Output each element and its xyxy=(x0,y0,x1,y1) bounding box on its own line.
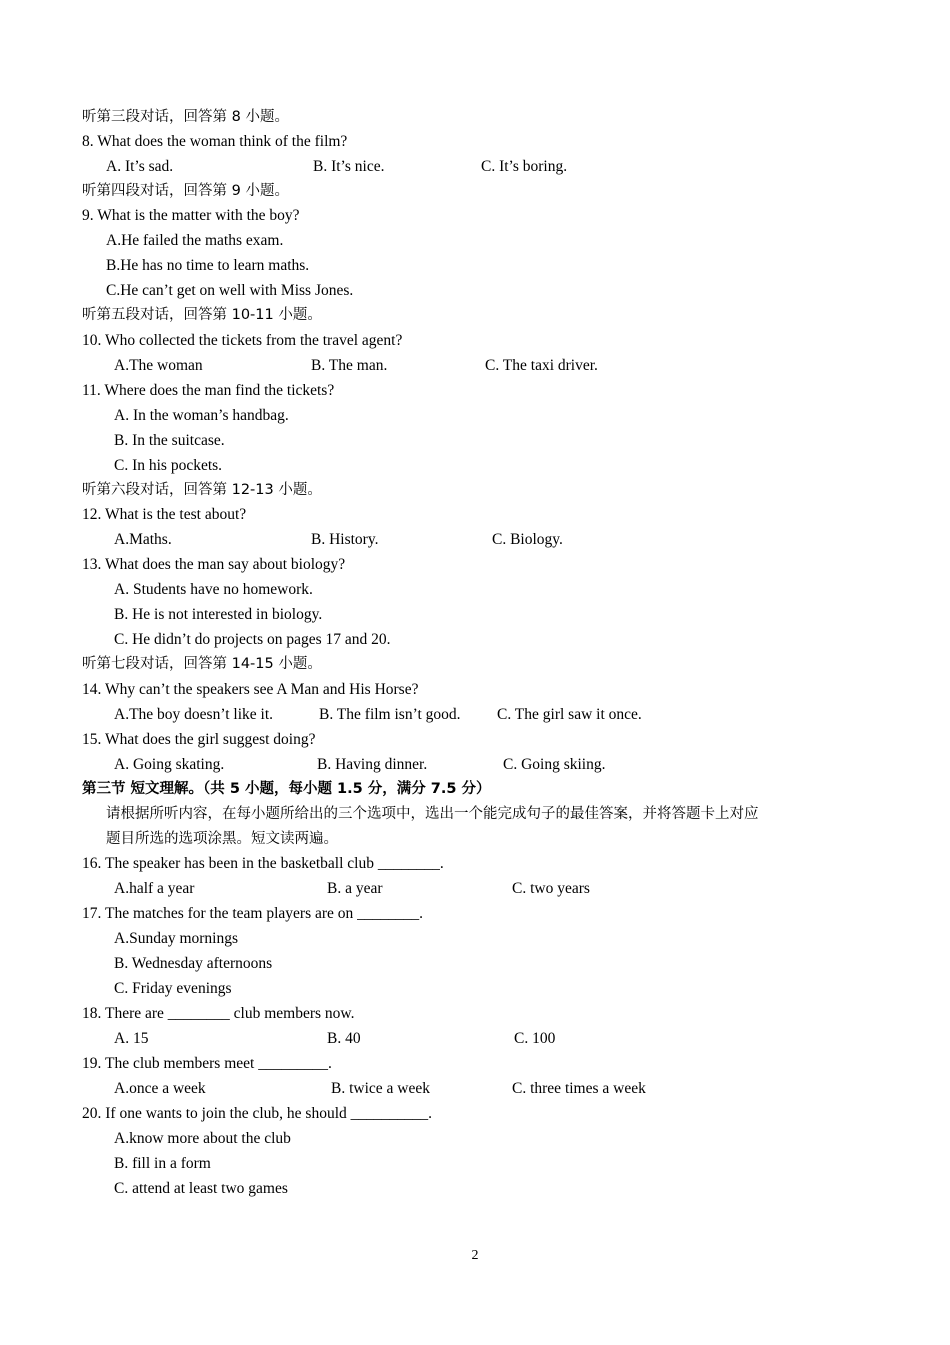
question-20: 20. If one wants to join the club, he should __________. xyxy=(82,1105,432,1122)
option-a: A. 15 xyxy=(114,1030,149,1047)
question-17: 17. The matches for the team players are on ________. xyxy=(82,905,424,922)
question-9-option-a: A.He failed the maths exam. xyxy=(106,232,284,249)
question-16: 16. The speaker has been in the basketball club ________. xyxy=(82,855,444,872)
question-8: 8. What does the woman think of the film? xyxy=(82,133,348,150)
dialogue-3-heading: 听第三段对话，回答第 8 小题。 xyxy=(82,109,289,125)
question-15: 15. What does the girl suggest doing? xyxy=(82,731,316,748)
question-17-option-a: A.Sunday mornings xyxy=(114,930,238,947)
question-17-option-b: B. Wednesday afternoons xyxy=(114,955,273,972)
dialogue-5-heading: 听第五段对话，回答第 10-11 小题。 xyxy=(82,307,322,323)
question-13-option-c: C. He didn’t do projects on pages 17 and 20. xyxy=(114,631,391,648)
question-11: 11. Where does the man find the tickets? xyxy=(82,382,335,399)
option-c: C. It’s boring. xyxy=(481,158,568,175)
option-b: B. It’s nice. xyxy=(313,158,385,175)
option-b: B. a year xyxy=(327,880,383,897)
section-3-instruction-line-1: 请根据所听内容，在每小题所给出的三个选项中，选出一个能完成句子的最佳答案，并将答题卡上对应 xyxy=(106,806,759,822)
question-20-option-b: B. fill in a form xyxy=(114,1155,211,1172)
question-19: 19. The club members meet _________. xyxy=(82,1055,332,1072)
section-3-title: 第三节 短文理解。（共 5 小题，每小题 1.5 分，满分 7.5 分） xyxy=(82,781,491,797)
question-13-option-a: A. Students have no homework. xyxy=(114,581,313,598)
option-a: A. It’s sad. xyxy=(106,158,174,175)
question-11-option-c: C. In his pockets. xyxy=(114,457,223,474)
question-9-option-b: B.He has no time to learn maths. xyxy=(106,257,310,274)
option-a: A.The boy doesn’t like it. xyxy=(114,706,273,723)
dialogue-6-heading: 听第六段对话，回答第 12-13 小题。 xyxy=(82,482,322,498)
option-c: C. Going skiing. xyxy=(503,756,606,773)
option-a: A.half a year xyxy=(114,880,195,897)
option-b: B. The film isn’t good. xyxy=(319,706,461,723)
option-c: C. three times a week xyxy=(512,1080,646,1097)
option-a: A. Going skating. xyxy=(114,756,225,773)
question-9-option-c: C.He can’t get on well with Miss Jones. xyxy=(106,282,354,299)
question-17-option-c: C. Friday evenings xyxy=(114,980,232,997)
question-11-option-a: A. In the woman’s handbag. xyxy=(114,407,289,424)
option-b: B. Having dinner. xyxy=(317,756,428,773)
option-a: A.Maths. xyxy=(114,531,172,548)
question-20-option-a: A.know more about the club xyxy=(114,1130,291,1147)
option-b: B. 40 xyxy=(327,1030,361,1047)
option-c: C. The taxi driver. xyxy=(485,357,598,374)
option-a: A.The woman xyxy=(114,357,203,374)
question-18: 18. There are ________ club members now. xyxy=(82,1005,355,1022)
question-14: 14. Why can’t the speakers see A Man and His Horse? xyxy=(82,681,419,698)
question-13: 13. What does the man say about biology? xyxy=(82,556,346,573)
option-c: C. Biology. xyxy=(492,531,563,548)
question-10: 10. Who collected the tickets from the travel agent? xyxy=(82,332,403,349)
question-12: 12. What is the test about? xyxy=(82,506,247,523)
question-20-option-c: C. attend at least two games xyxy=(114,1180,288,1197)
option-b: B. twice a week xyxy=(331,1080,430,1097)
question-13-option-b: B. He is not interested in biology. xyxy=(114,606,323,623)
option-c: C. The girl saw it once. xyxy=(497,706,642,723)
option-c: C. 100 xyxy=(514,1030,556,1047)
question-11-option-b: B. In the suitcase. xyxy=(114,432,225,449)
option-b: B. History. xyxy=(311,531,379,548)
question-9: 9. What is the matter with the boy? xyxy=(82,207,300,224)
option-a: A.once a week xyxy=(114,1080,206,1097)
option-c: C. two years xyxy=(512,880,590,897)
option-b: B. The man. xyxy=(311,357,388,374)
dialogue-4-heading: 听第四段对话，回答第 9 小题。 xyxy=(82,183,289,199)
page-number: 2 xyxy=(471,1248,479,1263)
section-3-instruction-line-2: 题目所选的选项涂黑。短文读两遍。 xyxy=(106,831,338,847)
dialogue-7-heading: 听第七段对话，回答第 14-15 小题。 xyxy=(82,656,322,672)
